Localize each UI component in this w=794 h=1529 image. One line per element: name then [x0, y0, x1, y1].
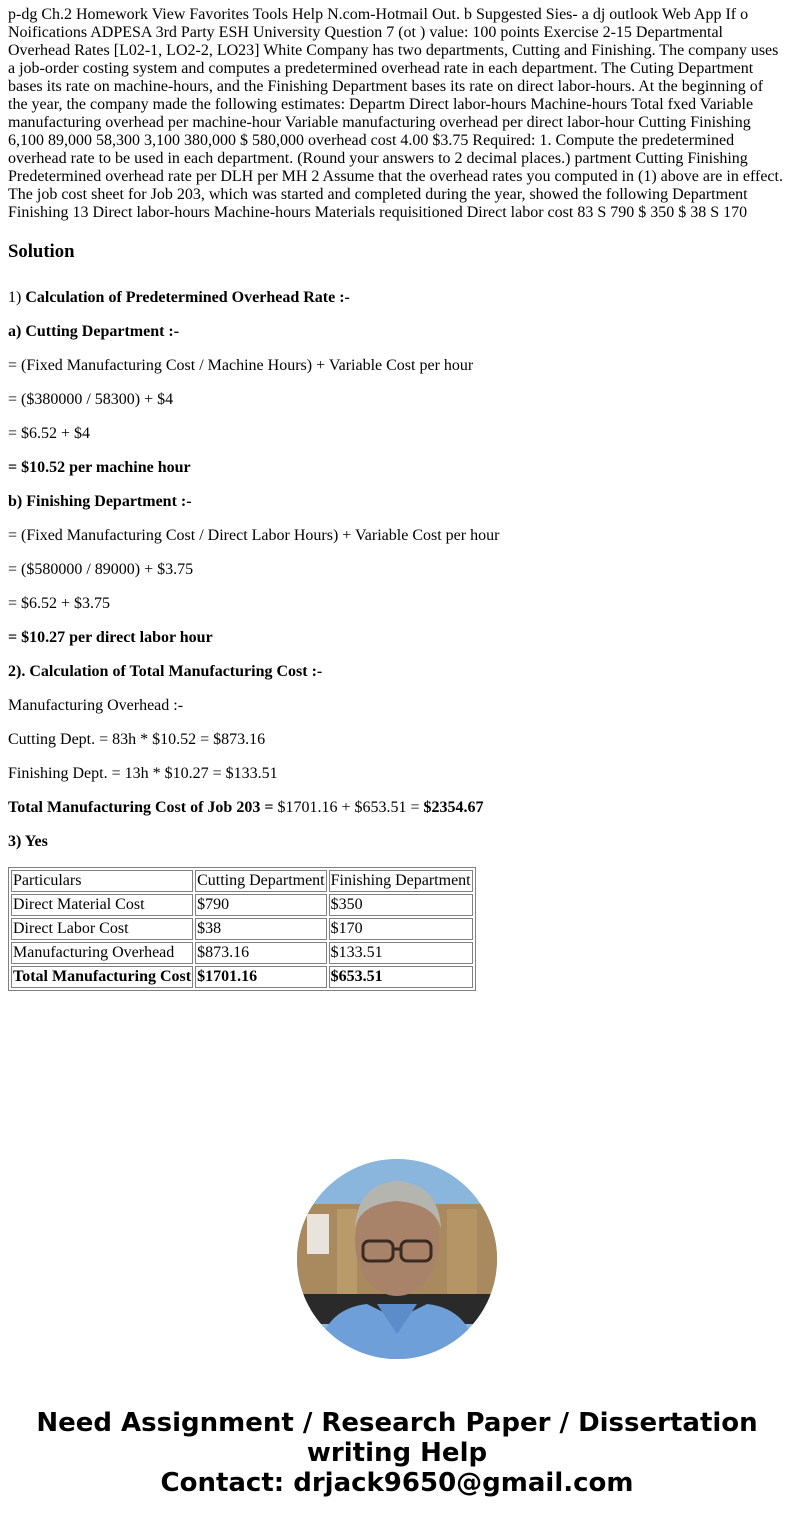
question-text: p-dg Ch.2 Homework View Favorites Tools Help N.com-Hotmail Out. b Supgested Sies- a dj outlook Web App If o Noifications ADPESA 3rd Party ESH University Question 7 (ot ) value: 100 points Exercise 2-15 Departmental Overhead Rates [L02-1, LO2-2, LO23] White Company has two departments, Cutting and Finishing. The company uses a job-order costing system and computes a predetermined overhead rate in each department. The Cuting Department bases its rate on machine-hours, and the Finishing Department bases its rate on direct labor-hours. At the beginning of the year, the company made the following estimates: Departm Direct labor-hours Machine-hours Total fxed Variable manufacturing overhead per machine-hour Variable manufacturing overhead per direct labor-hour Cutting Finishing 6,100 89,000 58,300 3,100 380,000 $ 580,000 overhead cost 4.00 $3.75 Required: 1. Compute the predetermined overhead rate to be used in each department. (Round your answers to 2 decimal places.) partment Cutting Finishing Predetermined overhead rate per DLH per MH 2 Assume that the overhead rates you computed in (1) above are in effect. The job cost sheet for Job 203, which was started and completed during the year, showed the following Department Finishing 13 Direct labor-hours Machine-hours Materials requisitioned Direct labor cost 83 S 790 $ 350 $ 38 S 170	[8, 6, 783, 221]
total-row-finishing: $653.51	[330, 968, 383, 985]
table-header-cell: Particulars	[11, 870, 193, 892]
part1-heading	[8, 289, 350, 307]
table-cell: Direct Labor Cost	[11, 918, 193, 940]
part1-title: Calculation of Predetermined Overhead Rate :-	[25, 289, 350, 306]
part1-prefix: 1)	[8, 289, 26, 306]
mo-finishing: Finishing Dept. = 13h * $10.27 = $133.51	[8, 765, 278, 782]
total-row-label: Total Manufacturing Cost	[13, 968, 192, 985]
table-cell: $350	[329, 894, 473, 916]
mo-cutting: Cutting Dept. = 83h * $10.52 = $873.16	[8, 731, 266, 748]
table-row	[11, 942, 473, 964]
table-cell: $790	[195, 894, 327, 916]
cutting-heading-text: a) Cutting Department :-	[8, 323, 180, 340]
cutting-heading	[8, 323, 179, 341]
finishing-formula: = (Fixed Manufacturing Cost / Direct Labor Hours) + Variable Cost per hour	[8, 527, 500, 544]
table-cell: $873.16	[195, 942, 327, 964]
total-cost-line	[8, 799, 483, 817]
finishing-step2: = $6.52 + $3.75	[8, 595, 111, 612]
footer-line-2: writing Help	[306, 1438, 488, 1468]
part2-heading	[8, 663, 322, 681]
total-row-cutting: $1701.16	[197, 968, 258, 985]
cost-summary-table	[8, 867, 476, 991]
finishing-heading-text: b) Finishing Department :-	[8, 493, 192, 510]
table-cell	[11, 966, 193, 988]
part3-answer	[8, 833, 48, 851]
part3-text: 3) Yes	[8, 833, 48, 850]
cutting-result	[8, 459, 191, 477]
cutting-result-text: = $10.52 per machine hour	[8, 459, 191, 476]
table-cell	[195, 966, 327, 988]
total-value: $2354.67	[423, 799, 484, 816]
contact-footer	[0, 1408, 794, 1498]
document-page	[0, 6, 794, 263]
finishing-heading	[8, 493, 192, 511]
table-cell: $133.51	[329, 942, 473, 964]
table-cell: $38	[195, 918, 327, 940]
total-label: Total Manufacturing Cost of Job 203 =	[8, 799, 274, 816]
footer-line-1: Need Assignment / Research Paper / Dissertation	[36, 1408, 758, 1438]
solution-title: Solution	[8, 241, 75, 262]
part2-heading-text: 2). Calculation of Total Manufacturing Cost :-	[8, 663, 323, 680]
table-cell: $170	[329, 918, 473, 940]
cutting-step2: = $6.52 + $4	[8, 425, 91, 442]
table-cell: Manufacturing Overhead	[11, 942, 193, 964]
table-header-cell: Finishing Department	[329, 870, 473, 892]
author-avatar	[297, 1159, 497, 1359]
table-header-cell: Cutting Department	[195, 870, 327, 892]
cutting-formula: = (Fixed Manufacturing Cost / Machine Hours) + Variable Cost per hour	[8, 357, 474, 374]
table-total-row	[11, 966, 473, 988]
table-header-row	[11, 870, 473, 892]
finishing-result	[8, 629, 213, 647]
cutting-step1: = ($380000 / 58300) + $4	[8, 391, 174, 408]
mo-heading: Manufacturing Overhead :-	[8, 697, 184, 714]
table-row	[11, 918, 473, 940]
finishing-result-text: = $10.27 per direct labor hour	[8, 629, 213, 646]
table-row	[11, 894, 473, 916]
person-photo-icon	[297, 1159, 497, 1359]
table-cell	[329, 966, 473, 988]
table-cell: Direct Material Cost	[11, 894, 193, 916]
total-calc: $1701.16 + $653.51 =	[273, 799, 424, 816]
footer-contact-email: Contact: drjack9650@gmail.com	[160, 1468, 634, 1498]
finishing-step1: = ($580000 / 89000) + $3.75	[8, 561, 194, 578]
